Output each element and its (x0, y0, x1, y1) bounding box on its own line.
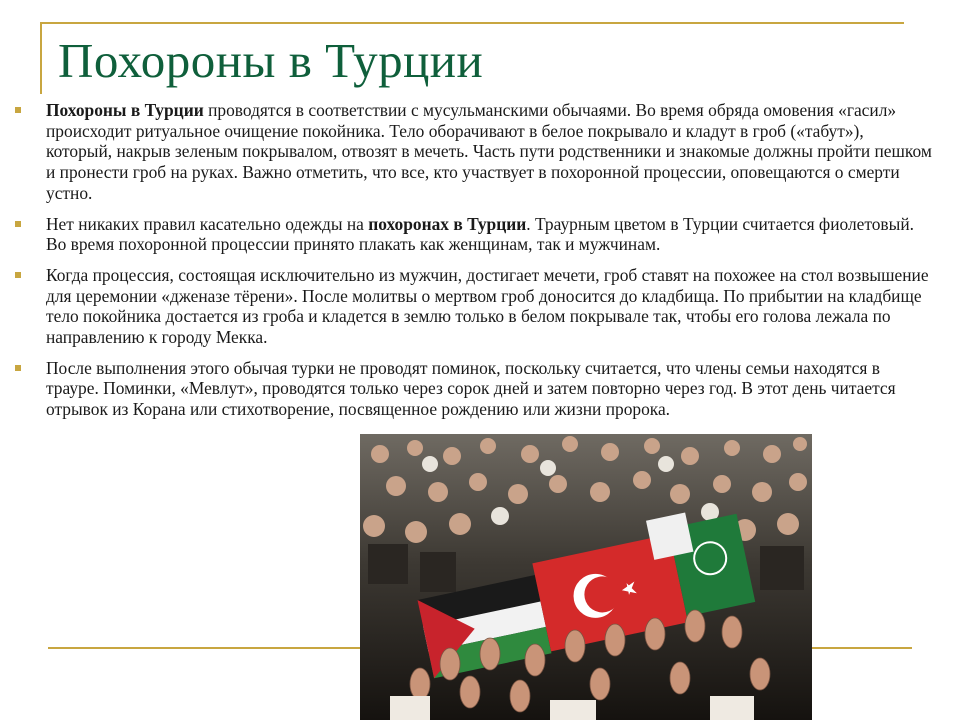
slide-title: Похороны в Турции (58, 33, 484, 88)
bullet-item (14, 358, 934, 420)
bullet-item (14, 214, 934, 255)
bullet-text: После выполнения этого обычая турки не проводят поминок, поскольку считается, что члены семьи находятся в трауре. Поминки, «Мевлут», проводятся только через сорок дней и затем повторно через год. В этот день читается отрывок из Корана или стихотворение, посвященное рождению или жизни пророка. (46, 357, 896, 420)
frame-left-line (40, 22, 42, 94)
bullet-item (14, 100, 934, 204)
bullet-text: Нет никаких правил касательно одежды на (46, 213, 369, 234)
bullet-item (14, 265, 934, 348)
bullet-list (14, 100, 934, 430)
bullet-text: Когда процессия, состоящая исключительно из мужчин, достигает мечети, гроб ставят на похожее на стол возвышение для церемонии «дженазе тёрени». После молитвы о мертвом гроб доносится до кладбища. По прибытии на кладбище тело покойника достается из гроба и кладется в землю только в белом покрывале так, чтобы его голова лежала по направлению к городу Мекка. (46, 264, 929, 348)
bullet-bold-lead: Похороны в Турции (46, 100, 204, 120)
bullet-text: проводятся в соответствии с мусульманскими обычаями. Во время обряда омовения «гасил» происходит ритуальное очищение покойника. Тело оборачивают в белое покрывало и кладут в гроб («табут»), который, накрыв зеленым покрывалом, отвозят в мечеть. Часть пути родственники и знакомые должны пройти пешком и пронести гроб на руках. Важно отметить, что все, кто участвует в похоронной процессии, оповещаются о смерти устно. (46, 100, 932, 203)
bullet-bold-mid: похоронах в Турции (368, 213, 527, 234)
bullet-text: . Траурным цветом в Турции считается фиолетовый. Во время похоронной процессии принято плакать как женщинам, так и мужчинам. (46, 213, 914, 255)
funeral-procession-photo (360, 434, 812, 720)
frame-top-line (40, 22, 904, 24)
